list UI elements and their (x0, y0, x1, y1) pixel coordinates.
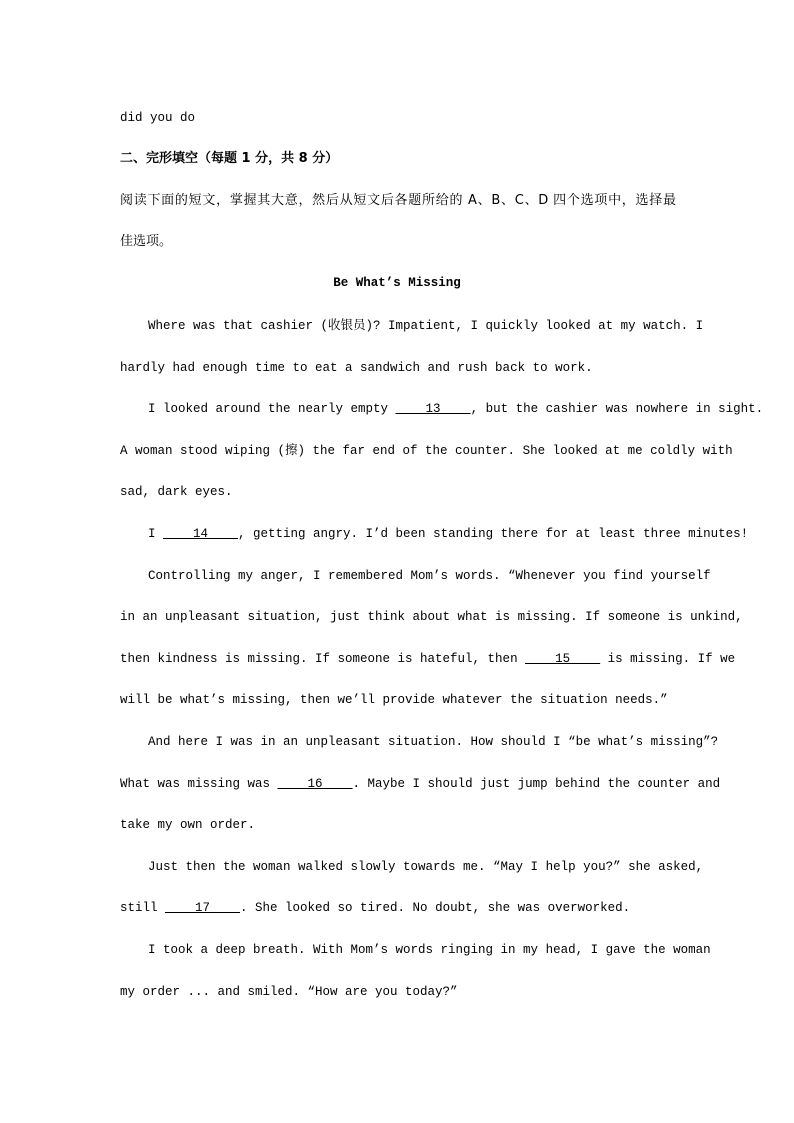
passage-line (120, 900, 676, 916)
text-segment: is missing. If we (600, 652, 736, 666)
blank-17: ____17____ (165, 901, 241, 915)
text-line: did you do (120, 111, 196, 125)
text-segment: I (148, 527, 164, 541)
text-segment: . She looked so tired. No doubt, she was overworked. (240, 901, 631, 915)
passage-line: will be what’s missing, then we’ll provide whatever the situation needs.” (120, 693, 668, 707)
blank-13: ____13____ (395, 402, 471, 416)
passage-line: Just then the woman walked slowly towards me. “May I help you?” she asked, (148, 860, 704, 874)
instruction-line: 阅读下面的短文，掌握其大意，然后从短文后各题所给的 A、B、C、D 四个选项中，选择最 (120, 193, 676, 208)
passage-line (148, 401, 764, 417)
text-segment: , but the cashier was nowhere in sight. (470, 402, 764, 416)
text-segment: still (120, 901, 166, 915)
passage-line: take my own order. (120, 818, 256, 832)
blank-16: ____16____ (277, 777, 353, 791)
passage-line (120, 776, 721, 792)
text-segment: . Maybe I should just jump behind the counter and (352, 777, 721, 791)
instruction-line: 佳选项。 (120, 234, 173, 249)
passage-line: Where was that cashier (收银员)? Impatient, I quickly looked at my watch. I (148, 319, 704, 333)
passage-line: A woman stood wiping (擦) the far end of the counter. She looked at me coldly with (120, 444, 733, 458)
passage-line: sad, dark eyes. (120, 485, 233, 499)
text-segment: What was missing was (120, 777, 278, 791)
passage-line: And here I was in an unpleasant situation. How should I “be what’s missing”? (148, 735, 719, 749)
blank-14: ____14____ (163, 527, 239, 541)
text-segment: I looked around the nearly empty (148, 402, 396, 416)
text-segment: then kindness is missing. If someone is hateful, then (120, 652, 526, 666)
passage-line (120, 651, 736, 667)
passage-line: my order ... and smiled. “How are you today?” (120, 985, 458, 999)
text-segment: , getting angry. I’d been standing there for at least three minutes! (238, 527, 749, 541)
passage-line: Controlling my anger, I remembered Mom’s words. “Whenever you find yourself (148, 569, 711, 583)
passage-line (148, 526, 749, 542)
blank-15: ____15____ (525, 652, 601, 666)
passage-line: I took a deep breath. With Mom’s words ringing in my head, I gave the woman (148, 943, 711, 957)
passage-line: in an unpleasant situation, just think about what is missing. If someone is unkind, (120, 610, 743, 624)
passage-title: Be What’s Missing (333, 276, 461, 290)
section-heading: 二、完形填空（每题 1 分，共 8 分） (120, 151, 339, 166)
passage-line: hardly had enough time to eat a sandwich and rush back to work. (120, 361, 593, 375)
